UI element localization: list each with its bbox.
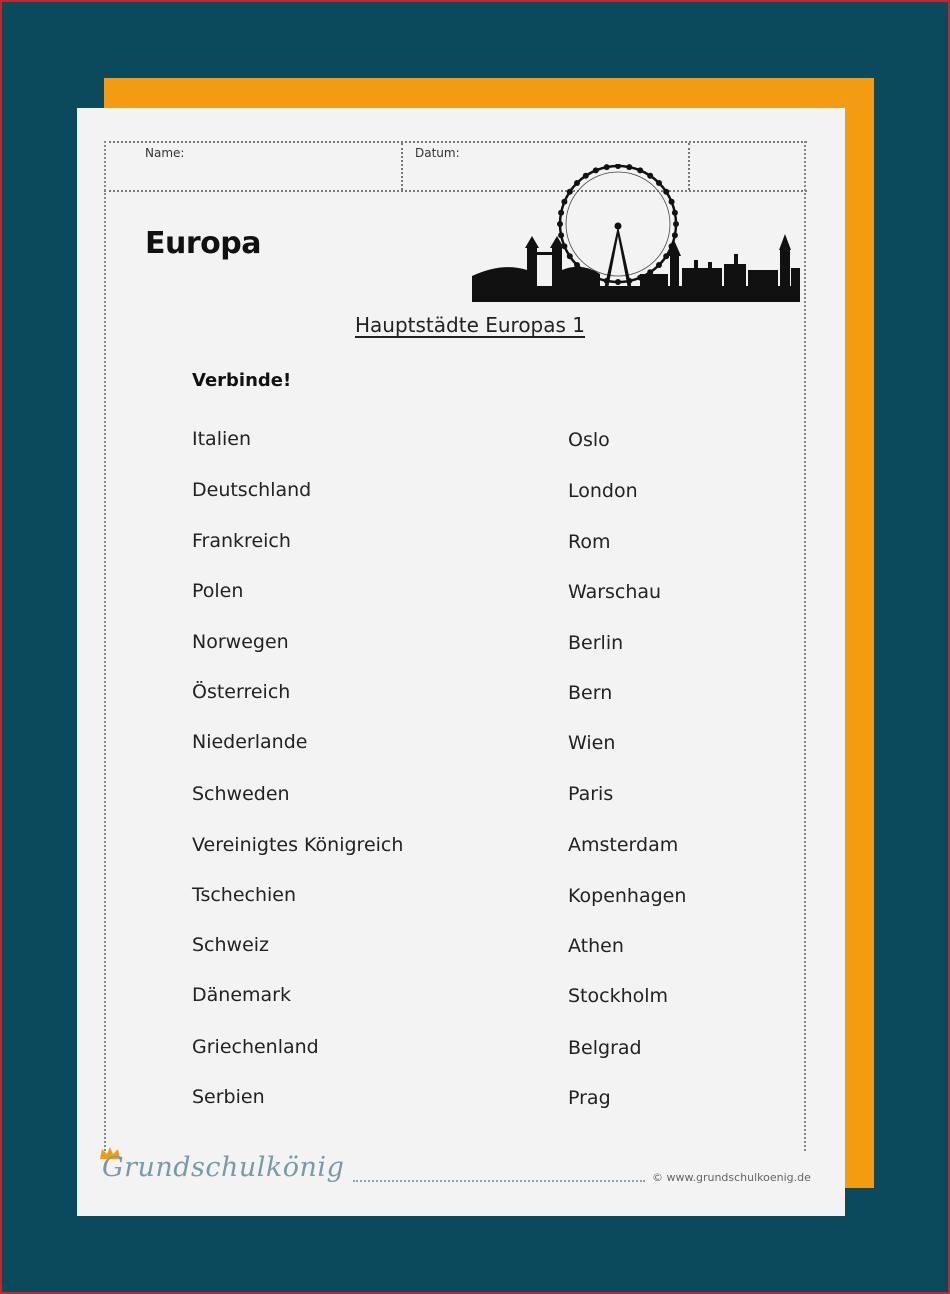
country-item: Italien xyxy=(192,428,251,450)
wheel-pod xyxy=(615,279,621,285)
instruction-text: Verbinde! xyxy=(192,370,292,391)
wheel-pod xyxy=(637,167,643,173)
footer-dotted-line xyxy=(353,1180,645,1182)
wheel-pod xyxy=(557,221,563,227)
capital-item: Athen xyxy=(568,935,624,957)
wheel-pod xyxy=(574,180,580,186)
capital-item: Oslo xyxy=(568,429,610,451)
capital-item: Warschau xyxy=(568,581,662,603)
worksheet-subtitle: Hauptstädte Europas 1 xyxy=(355,313,586,337)
country-item: Vereinigtes Königreich xyxy=(192,834,404,856)
page-title: Europa xyxy=(145,226,261,261)
capital-item: Amsterdam xyxy=(568,834,679,856)
country-item: Niederlande xyxy=(192,731,308,753)
wheel-pod xyxy=(567,189,573,195)
wheel-pod xyxy=(663,189,669,195)
country-item: Polen xyxy=(192,580,244,602)
capital-item: Berlin xyxy=(568,632,624,654)
capital-item: Paris xyxy=(568,783,614,805)
brand-logo: Grundschulkönig xyxy=(102,1152,345,1183)
wheel-pod xyxy=(626,164,632,170)
wheel-pod xyxy=(561,199,567,205)
wheel-pod xyxy=(583,173,589,179)
capital-item: Wien xyxy=(568,732,616,754)
country-item: Schweden xyxy=(192,783,290,805)
country-item: Deutschland xyxy=(192,479,312,501)
wheel-pod xyxy=(558,232,564,238)
wheel-pod xyxy=(673,221,679,227)
header-divider xyxy=(401,143,403,190)
left-border-line xyxy=(104,141,106,1151)
date-label: Datum: xyxy=(415,146,460,160)
wheel-pod xyxy=(663,253,669,259)
wheel-pod xyxy=(604,164,610,170)
copyright-text: © www.grundschulkoenig.de xyxy=(652,1171,811,1184)
wheel-pod xyxy=(615,164,621,169)
wheel-pod xyxy=(656,180,662,186)
country-item: Österreich xyxy=(192,681,291,703)
country-item: Dänemark xyxy=(192,984,291,1006)
wheel-pod xyxy=(558,210,564,216)
wheel-pod xyxy=(669,199,675,205)
wheel-pod xyxy=(656,262,662,268)
name-label: Name: xyxy=(145,146,185,160)
capital-item: London xyxy=(568,480,638,502)
capital-item: Belgrad xyxy=(568,1037,642,1059)
capital-item: Stockholm xyxy=(568,985,669,1007)
capital-item: Rom xyxy=(568,531,611,553)
capital-item: Prag xyxy=(568,1087,611,1109)
right-border-line xyxy=(804,141,806,1151)
country-item: Serbien xyxy=(192,1086,265,1108)
worksheet-page xyxy=(77,108,845,1216)
wheel-pod xyxy=(672,210,678,216)
country-item: Schweiz xyxy=(192,934,270,956)
country-item: Norwegen xyxy=(192,631,289,653)
london-skyline-icon xyxy=(472,164,800,304)
wheel-pod xyxy=(593,167,599,173)
country-item: Tschechien xyxy=(192,884,297,906)
wheel-pod xyxy=(672,232,678,238)
country-item: Frankreich xyxy=(192,530,291,552)
capital-item: Bern xyxy=(568,682,613,704)
country-item: Griechenland xyxy=(192,1036,319,1058)
wheel-pod xyxy=(647,173,653,179)
wheel-pod xyxy=(567,253,573,259)
capital-item: Kopenhagen xyxy=(568,885,687,907)
